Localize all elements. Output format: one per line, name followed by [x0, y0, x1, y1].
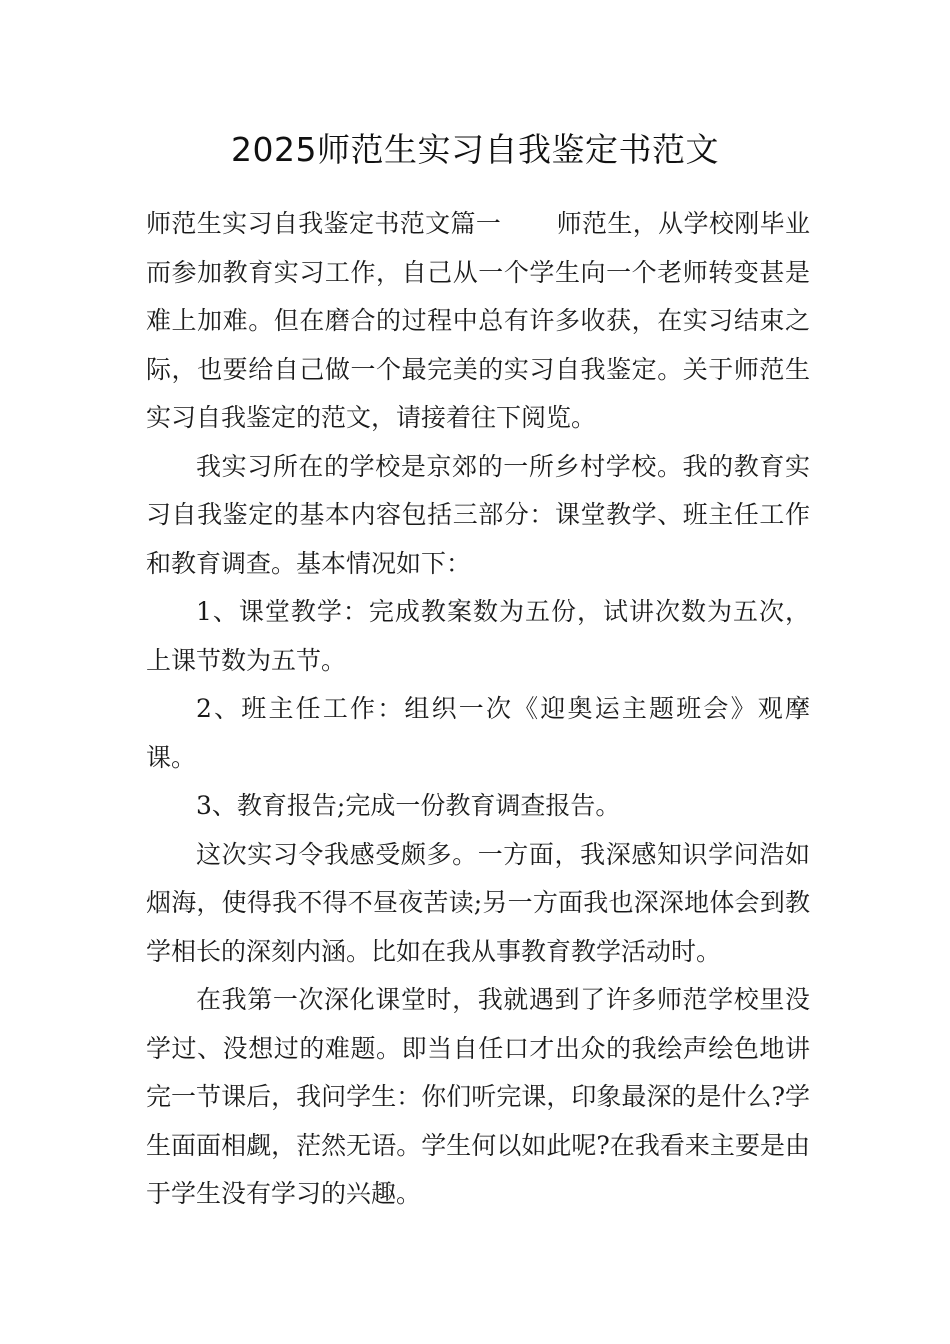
paragraph-text: 师范生，从学校刚毕业而参加教育实习工作，自己从一个学生向一个老师转变甚是难上加难。但在磨合的过程中总有许多收获，在实习结束之际，也要给自己做一个最完美的实习自我鉴定。关于师范生实习自我鉴定的范文，请接着往下阅览。 [146, 209, 810, 432]
document-body [146, 200, 810, 1219]
document-title: 2025师范生实习自我鉴定书范文 [231, 130, 719, 169]
paragraph: 这次实习令我感受颇多。一方面，我深感知识学问浩如烟海，使得我不得不昼夜苦读;另一方面我也深深地体会到教学相长的深刻内涵。比如在我从事教育教学活动时。 [146, 839, 810, 966]
list-item-class-teacher: 2、班主任工作：组织一次《迎奥运主题班会》观摩课。 [146, 694, 810, 772]
intro-heading: 师范生实习自我鉴定书范文篇一 [146, 209, 502, 238]
list-item-report: 3、教育报告;完成一份教育调查报告。 [196, 791, 621, 820]
paragraph: 我实习所在的学校是京郊的一所乡村学校。我的教育实习自我鉴定的基本内容包括三部分：课堂教学、班主任工作和教育调查。基本情况如下： [146, 451, 810, 578]
list-item-teaching: 1、课堂教学：完成教案数为五份，试讲次数为五次，上课节数为五节。 [146, 597, 810, 675]
paragraph: 在我第一次深化课堂时，我就遇到了许多师范学校里没学过、没想过的难题。即当自任口才出众的我绘声绘色地讲完一节课后，我问学生：你们听完课，印象最深的是什么?学生面面相觑，茫然无语。学生何以如此呢?在我看来主要是由于学生没有学习的兴趣。 [146, 985, 810, 1208]
intro-paragraph [146, 200, 810, 443]
